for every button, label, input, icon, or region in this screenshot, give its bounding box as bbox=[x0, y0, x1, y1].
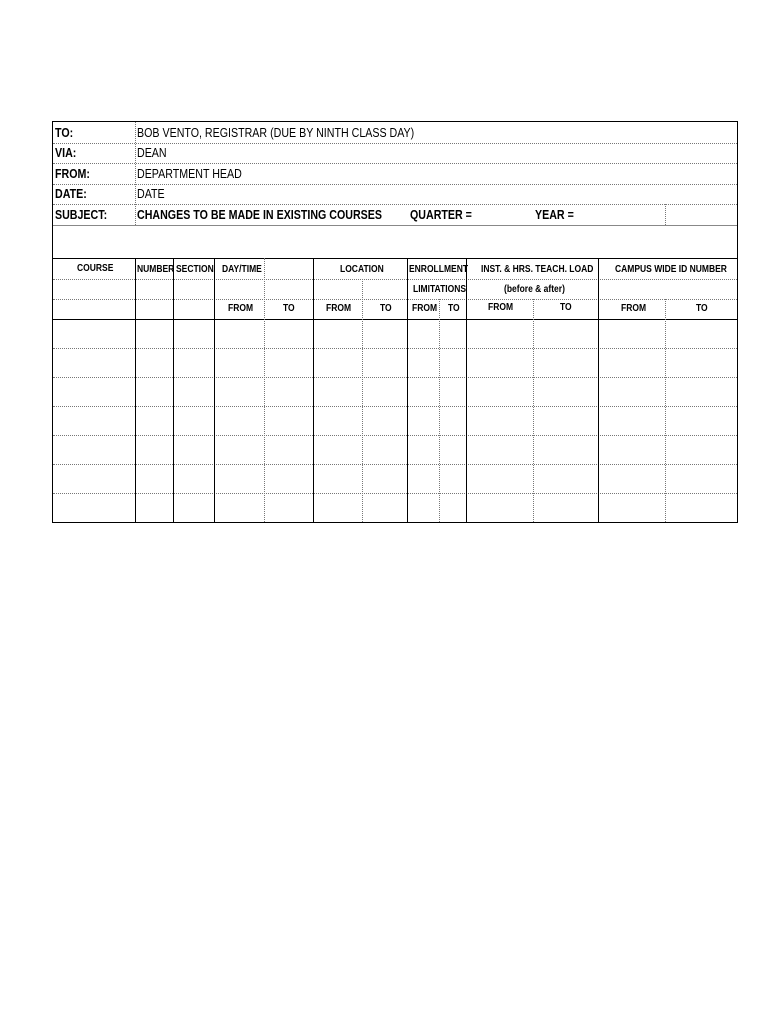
from-row-divider bbox=[53, 184, 737, 185]
year-field-separator bbox=[665, 204, 666, 225]
quarter-label: QUARTER = bbox=[410, 207, 472, 222]
enrollment-to-header: TO bbox=[448, 303, 460, 314]
to-value[interactable]: BOB VENTO, REGISTRAR (DUE BY NINTH CLASS DAY) bbox=[137, 125, 415, 140]
table-top-border bbox=[53, 258, 737, 259]
via-row-divider bbox=[53, 163, 737, 164]
memo-label-separator bbox=[135, 122, 136, 225]
col-header-campus-id: CAMPUS WIDE ID NUMBER bbox=[615, 264, 727, 275]
col-header-daytime: DAY/TIME bbox=[222, 264, 262, 275]
to-label: TO: bbox=[55, 125, 74, 140]
table-row[interactable] bbox=[53, 349, 737, 377]
via-label: VIA: bbox=[55, 145, 77, 160]
location-from-header: FROM bbox=[326, 303, 352, 314]
course-change-form bbox=[52, 121, 738, 523]
header-row2-divider bbox=[53, 299, 737, 300]
from-label: FROM: bbox=[55, 166, 90, 181]
table-row[interactable] bbox=[53, 436, 737, 464]
inst-to-header: TO bbox=[560, 302, 572, 313]
daytime-from-header: FROM bbox=[228, 303, 254, 314]
col-header-section: SECTION bbox=[176, 264, 214, 275]
daytime-to-header: TO bbox=[283, 303, 295, 314]
subject-row-divider bbox=[53, 225, 737, 226]
col-header-course: COURSE bbox=[77, 263, 114, 274]
col-header-enrollment: ENROLLMENT bbox=[409, 264, 469, 275]
table-row[interactable] bbox=[53, 494, 737, 522]
to-row-divider bbox=[53, 143, 737, 144]
date-row-divider bbox=[53, 204, 737, 205]
col-header-before-after: (before & after) bbox=[504, 284, 565, 295]
table-row[interactable] bbox=[53, 320, 737, 348]
subject-value: CHANGES TO BE MADE IN EXISTING COURSES bbox=[137, 207, 383, 222]
col-header-number: NUMBER bbox=[137, 264, 175, 275]
col-header-inst-load: INST. & HRS. TEACH. LOAD bbox=[481, 264, 594, 275]
date-value[interactable]: DATE bbox=[137, 186, 165, 201]
col-header-location: LOCATION bbox=[340, 264, 384, 275]
from-value[interactable]: DEPARTMENT HEAD bbox=[137, 166, 242, 181]
col-header-limitations: LIMITATIONS bbox=[413, 284, 467, 295]
subject-label: SUBJECT: bbox=[55, 207, 108, 222]
year-label: YEAR = bbox=[535, 207, 574, 222]
table-row[interactable] bbox=[53, 378, 737, 406]
inst-from-header: FROM bbox=[488, 302, 514, 313]
enrollment-from-header: FROM bbox=[412, 303, 438, 314]
table-row[interactable] bbox=[53, 407, 737, 435]
via-value[interactable]: DEAN bbox=[137, 145, 167, 160]
header-row1-divider bbox=[53, 279, 737, 280]
campus-from-header: FROM bbox=[621, 303, 647, 314]
table-row[interactable] bbox=[53, 465, 737, 493]
date-label: DATE: bbox=[55, 186, 87, 201]
campus-to-header: TO bbox=[696, 303, 708, 314]
location-to-header: TO bbox=[380, 303, 392, 314]
